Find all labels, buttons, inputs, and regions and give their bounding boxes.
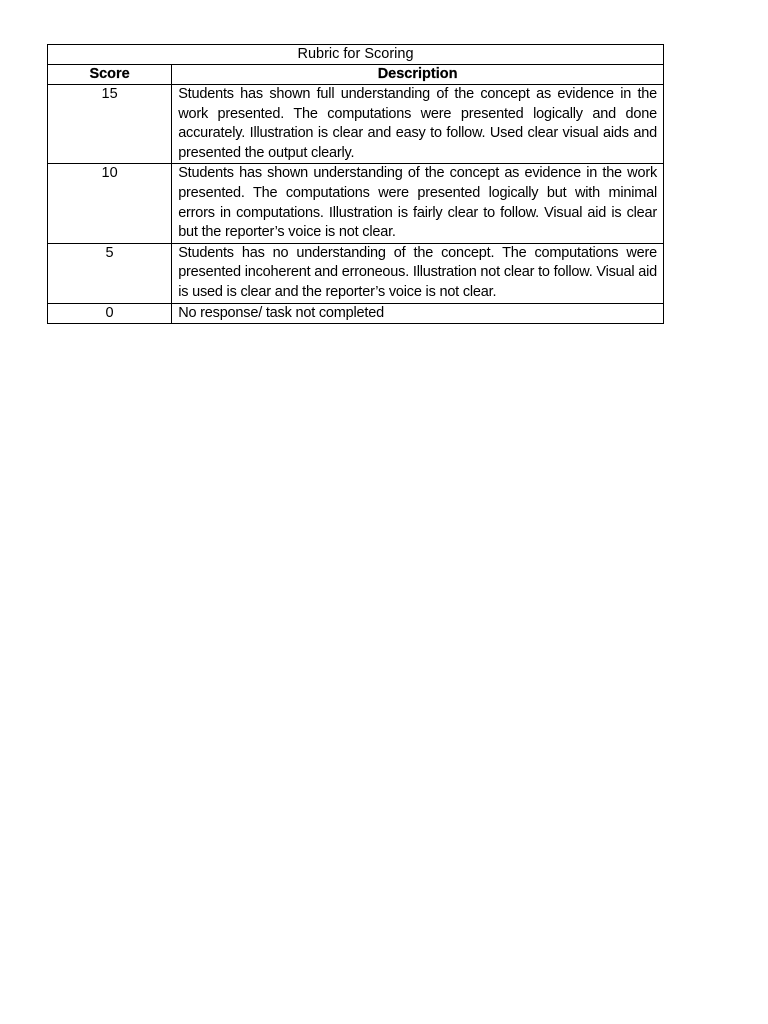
description-header: Description	[172, 65, 664, 85]
score-header: Score	[48, 65, 172, 85]
rubric-table	[47, 44, 664, 324]
description-cell: No response/ task not completed	[172, 303, 664, 324]
score-cell: 15	[48, 85, 172, 164]
description-cell: Students has shown full understanding of the concept as evidence in the work presented. The computations were presented logically and done accurately. Illustration is clear and easy to follow. Used clear visual aids and presented the output clearly.	[172, 85, 664, 164]
table-row	[48, 243, 664, 303]
table-row	[48, 85, 664, 164]
description-cell: Students has no understanding of the concept. The computations were presented incoherent and erroneous. Illustration not clear to follow. Visual aid is used is clear and the reporter’s voice is not clear.	[172, 243, 664, 303]
score-cell: 5	[48, 243, 172, 303]
table-row	[48, 303, 664, 324]
table-row	[48, 164, 664, 243]
score-cell: 0	[48, 303, 172, 324]
header-row	[48, 65, 664, 85]
score-cell: 10	[48, 164, 172, 243]
table-title: Rubric for Scoring	[48, 45, 664, 65]
description-cell: Students has shown understanding of the concept as evidence in the work presented. The computations were presented logically but with minimal errors in computations. Illustration is fairly clear to follow. Visual aid is clear but the reporter’s voice is not clear.	[172, 164, 664, 243]
title-row	[48, 45, 664, 65]
